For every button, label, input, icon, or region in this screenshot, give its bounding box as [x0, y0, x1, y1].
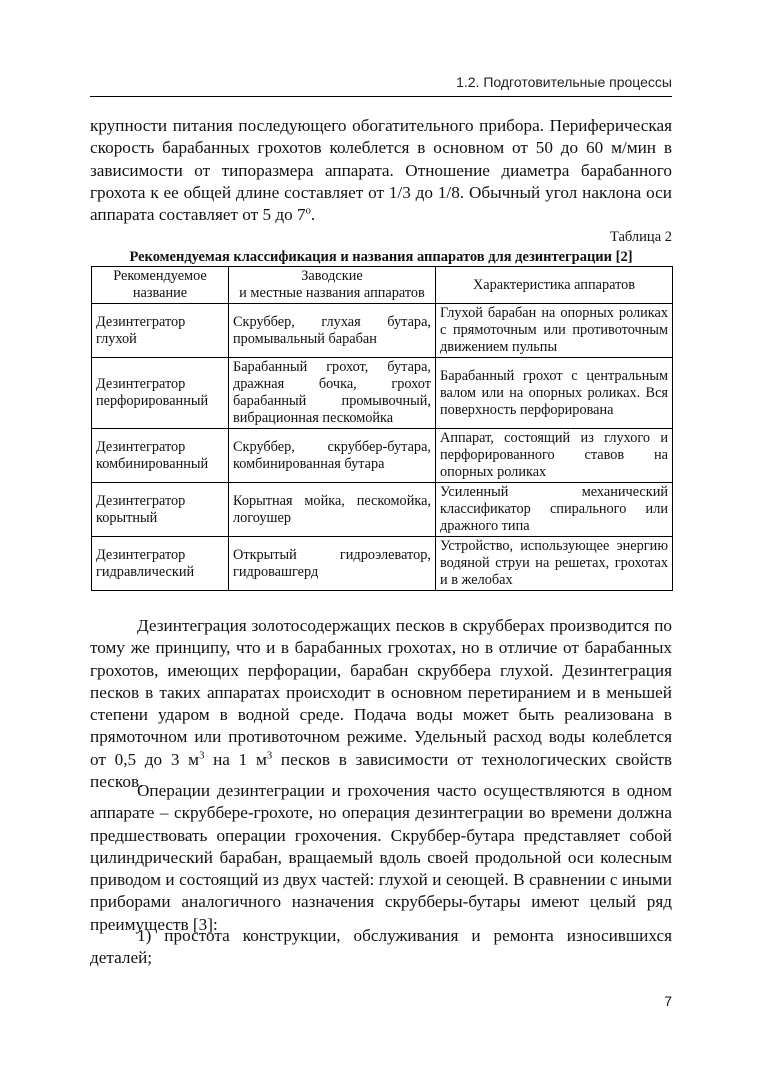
cell-local: Барабанный грохот, бутара, дражная бочка, грохот барабанный промывочный, вибрационная пескомойка — [229, 358, 436, 429]
cell-name: Дезинтегратор корытный — [92, 483, 229, 537]
paragraph-1-end: . — [310, 205, 316, 225]
cell-name: Дезинтегратор глухой — [92, 304, 229, 358]
cell-name: Дезинтегратор гидравлический — [92, 537, 229, 591]
cell-local: Корытная мойка, пескомойка, логоушер — [229, 483, 436, 537]
cell-local: Скруббер, скруббер-бутара, комбинированная бутара — [229, 429, 436, 483]
running-header — [90, 68, 672, 97]
page-number: 7 — [664, 993, 672, 1009]
paragraph-1 — [90, 115, 672, 226]
paragraph-3: Операции дезинтеграции и грохочения часто осуществляются в одном аппарате – скруббере-грохоте, но операция дезинтеграции во времени должна предшествовать операции грохочения. Скруббер-бутара представляет собой цилиндрический барабан, вращаемый вдоль своей продольной оси колесным приводом и состоящий из двух частей: глухой и сеющей. В сравнении с иными приборами аналогичного назначения скрубберы-бутары имеют целый ряд преимуществ [3]: — [90, 781, 672, 934]
header-recommended-name: Рекомендуемое название — [92, 267, 229, 304]
cubic-superscript: 3 — [266, 750, 273, 762]
cell-desc: Устройство, использующее энергию водяной струи на решетах, грохотах и в желобах — [436, 537, 673, 591]
table-row — [92, 429, 673, 483]
header-local-names: Заводские и местные названия аппаратов — [229, 267, 436, 304]
table-row — [92, 483, 673, 537]
cubic-superscript: 3 — [199, 750, 205, 762]
table-header-row — [92, 267, 673, 304]
paragraph-2: Дезинтеграция золотосодержащих песков в скрубберах производится по тому же принципу, что и в барабанных грохотах, но в отличие от барабанных грохотов, имеющих перфорации, барабан скруббера глухой. Дезинтеграция песков в таких аппаратах происходит в основном перетиранием и в меньшей степени ударом в водной среде. Подача воды может быть реализована в прямоточном или противоточном режиме. Удельный расход воды колеблется от 0,5 до 3 $м^3$ на 1 $м^3$ песков в зависимости от технологических свойств песков. — [90, 616, 673, 792]
table-row — [92, 537, 673, 591]
classification-table — [91, 266, 673, 591]
paragraph-1-text: крупности питания последующего обогатительного прибора. Периферическая скорость барабанных грохотов колеблется в основном от 50 до 60 м/мин в зависимости от типоразмера аппарата. Отношение диаметра барабанного грохота к ее общей длине составляет от 1/3 до 1/8. Обычный угол наклона оси аппарата составляет от 5 до 7 — [90, 116, 672, 225]
cell-desc: Барабанный грохот с центральным валом или на опорных роликах. Вся поверхность перфорирована — [436, 358, 673, 429]
cell-desc: Глухой барабан на опорных роликах с прямоточным или противоточным движением пульпы — [436, 304, 673, 358]
cell-name: Дезинтегратор перфорированный — [92, 358, 229, 429]
cell-local: Открытый гидроэлеватор, гидровашгерд — [229, 537, 436, 591]
table-row — [92, 358, 673, 429]
paragraph-4: 1) простота конструкции, обслуживания и ремонта износившихся деталей; — [90, 926, 672, 968]
header-characteristics: Характеристика аппаратов — [436, 267, 673, 304]
table-row — [92, 304, 673, 358]
cell-desc: Аппарат, состоящий из глухого и перфорированного ставов на опорных роликах — [436, 429, 673, 483]
running-title: 1.2. Подготовительные процессы — [456, 74, 672, 90]
cell-name: Дезинтегратор комбинированный — [92, 429, 229, 483]
table-title: Рекомендуемая классификация и названия аппаратов для дезинтеграции [2] — [129, 249, 633, 265]
degree-superscript: о — [305, 205, 311, 217]
cell-desc: Усиленный механический классификатор спирального или дражного типа — [436, 483, 673, 537]
table-label: Таблица 2 — [609, 229, 672, 245]
cell-local: Скруббер, глухая бутара, промывальный барабан — [229, 304, 436, 358]
